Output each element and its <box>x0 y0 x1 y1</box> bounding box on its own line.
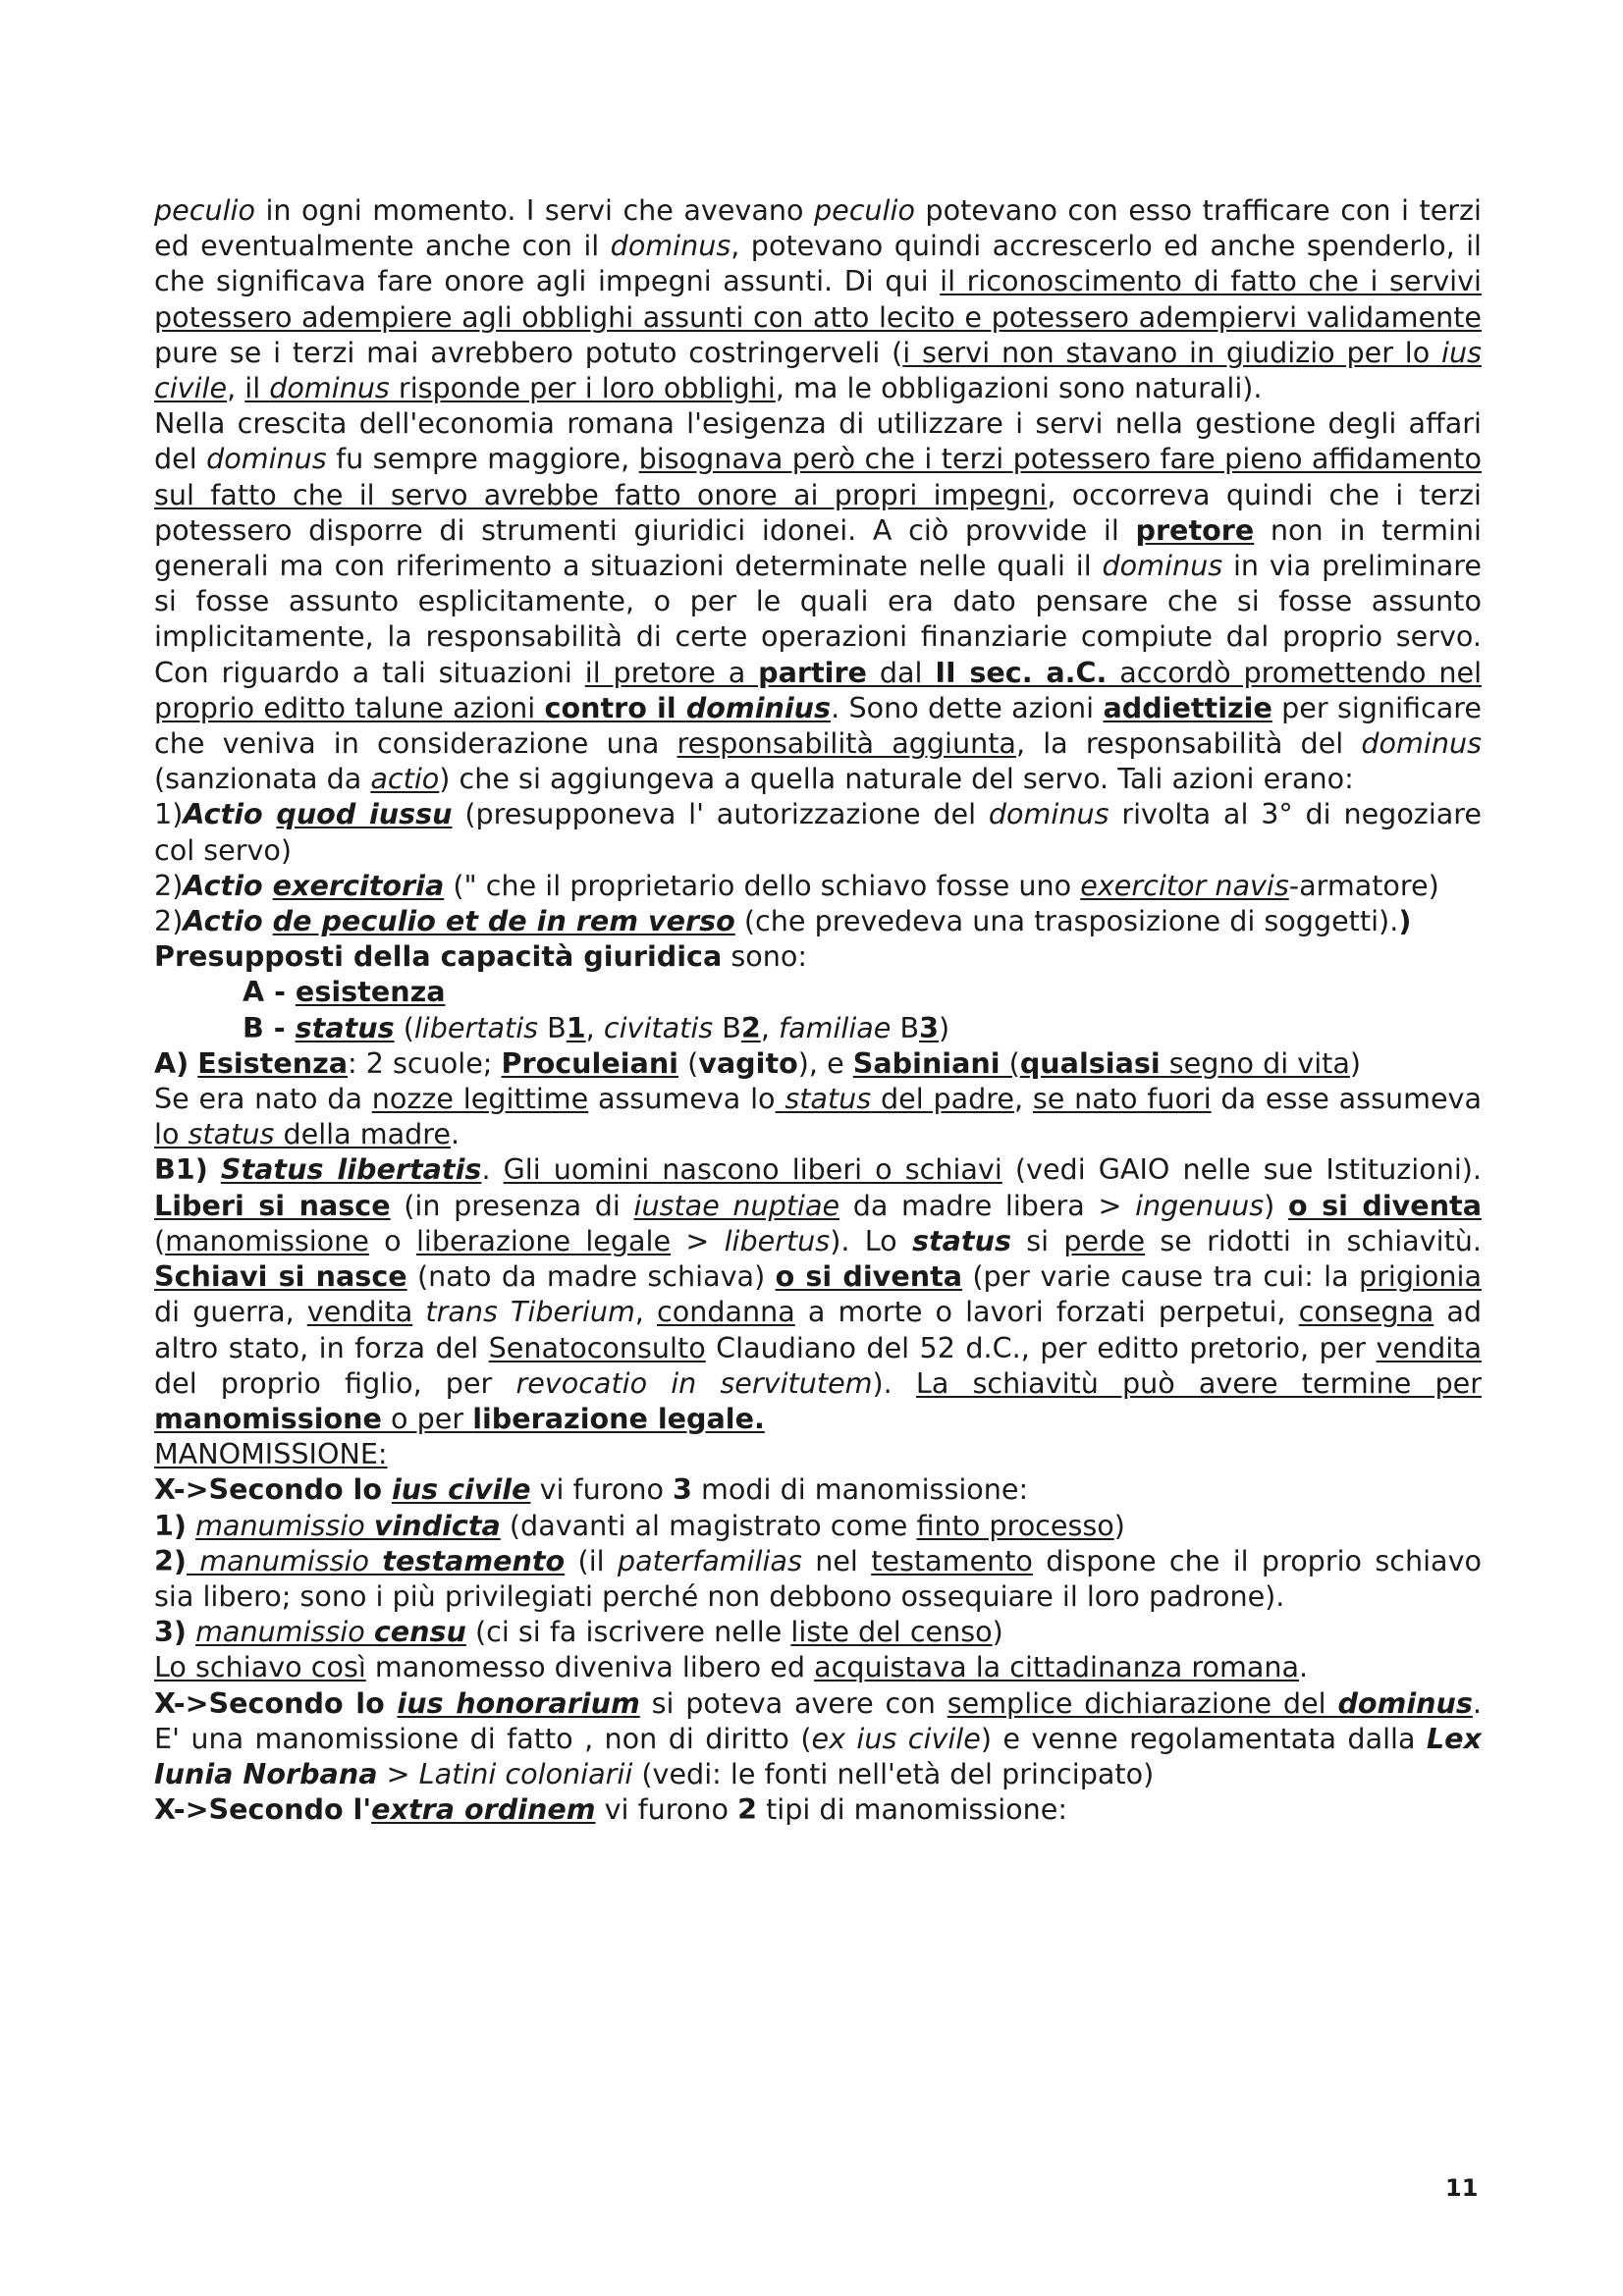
list-item-actio-quod-iussu: 1)Actio quod iussu (presupponeva l' autorizzazione del dominus rivolta al 3° di negoziare col servo) <box>154 797 1483 867</box>
paragraph-ius-honorarium: X->Secondo lo ius honorarium si poteva avere con semplice dichiarazione del dominus. E' una manomissione di fatto , non di diritto (ex ius civile) e venne regolamentata dalla Lex Iunia Norbana > Latini coloniarii (vedi: le fonti nell'età del principato) <box>154 1685 1482 1790</box>
paragraph-nozze: Se era nato da nozze legittime assumeva lo status del padre, se nato fuori da esse assumeva lo status della madre. <box>154 1082 1482 1151</box>
list-item-vindicta: 1) manumissio vindicta (davanti al magistrato come finto processo) <box>154 1508 1125 1542</box>
heading-manomissione: MANOMISSIONE: <box>154 1437 388 1471</box>
paragraph-economia-romana: Nella crescita dell'economia romana l'esigenza di utilizzare i servi nella gestione degli affari del dominus fu sempre maggiore, bisognava però che i terzi potessero fare pieno affidamento sul fatto che il servo avrebbe fatto onore ai propri impegni, occorreva quindi che i terzi potessero disporre di strumenti giuridici idonei. A ciò provvide il pretore non in termini generali ma con riferimento a situazioni determinate nelle quali il dominus in via preliminare si fosse assunto esplicitamente, o per le quali era dato pensare che si fosse assunto implicitamente, la responsabilità di certe operazioni finanziarie compiute dal proprio servo. Con riguardo a tali situazioni il pretore a partire dal II sec. a.C. accordò promettendo nel proprio editto talune azioni contro il dominius. Sono dette azioni addiettizie per significare che veniva in considerazione una responsabilità aggiunta, la responsabilità del dominus (sanzionata da actio) che si aggiungeva a quella naturale del servo. Tali azioni erano: <box>154 406 1483 796</box>
list-item-actio-exercitoria: 2)Actio exercitoria (" che il proprietario dello schiavo fosse uno exercitor navis-armatore) <box>154 868 1439 902</box>
list-item-actio-de-peculio: 2)Actio de peculio et de in rem verso (che prevedeva una trasposizione di soggetti).) <box>154 904 1412 938</box>
paragraph-status-libertatis: B1) Status libertatis. Gli uomini nascono liberi o schiavi (vedi GAIO nelle sue Istituzioni). Liberi si nasce (in presenza di iustae nuptiae da madre libera > ingenuus) o si diventa (manomissione o liberazione legale > libertus). Lo status si perde se ridotti in schiavitù. Schiavi si nasce (nato da madre schiava) o si diventa (per varie cause tra cui: la prigionia di guerra, vendita trans Tiberium, condanna a morte o lavori forzati perpetui, consegna ad altro stato, in forza del Senatoconsulto Claudiano del 52 d.C., per editto pretorio, per vendita del proprio figlio, per revocatio in servitutem). La schiavitù può avere termine per manomissione o per liberazione legale. <box>154 1152 1483 1435</box>
page-number: 11 <box>1445 2174 1479 2202</box>
heading-presupposti: Presupposti della capacità giuridica sono: <box>154 939 808 974</box>
paragraph-peculio: peculio in ogni momento. I servi che avevano peculio potevano con esso trafficare con i terzi ed eventualmente anche con il dominus, potevano quindi accrescerlo ed anche spenderlo, il che significava fare onore agli impegni assunti. Di qui il riconoscimento di fatto che i servivi potessero adempiere agli obblighi assunti con atto lecito e potessero adempiervi validamente pure se i terzi mai avrebbero potuto costringerveli (i servi non stavano in giudizio per lo ius civile, il dominus risponde per i loro obblighi, ma le obbligazioni sono naturali). <box>154 193 1482 405</box>
list-item-esistenza: A - esistenza <box>243 975 446 1009</box>
paragraph-cittadinanza: Lo schiavo così manomesso diveniva libero ed acquistava la cittadinanza romana. <box>154 1650 1309 1684</box>
list-item-status: B - status (libertatis B1, civitatis B2, familiae B3) <box>243 1010 950 1044</box>
page-body <box>154 192 1482 1827</box>
list-item-censu: 3) manumissio censu (ci si fa iscrivere nelle liste del censo) <box>154 1615 1003 1649</box>
paragraph-ius-civile: X->Secondo lo ius civile vi furono 3 modi di manomissione: <box>154 1472 1029 1507</box>
paragraph-extra-ordinem: X->Secondo l'extra ordinem vi furono 2 tipi di manomissione: <box>154 1792 1067 1827</box>
paragraph-esistenza: A) Esistenza: 2 scuole; Proculeiani (vagito), e Sabiniani (qualsiasi segno di vita) <box>154 1045 1362 1080</box>
list-item-testamento: 2) manumissio testamento (il paterfamilias nel testamento dispone che il proprio schiavo sia libero; sono i più privilegiati perché non debbono ossequiare il loro padrone). <box>154 1543 1482 1613</box>
